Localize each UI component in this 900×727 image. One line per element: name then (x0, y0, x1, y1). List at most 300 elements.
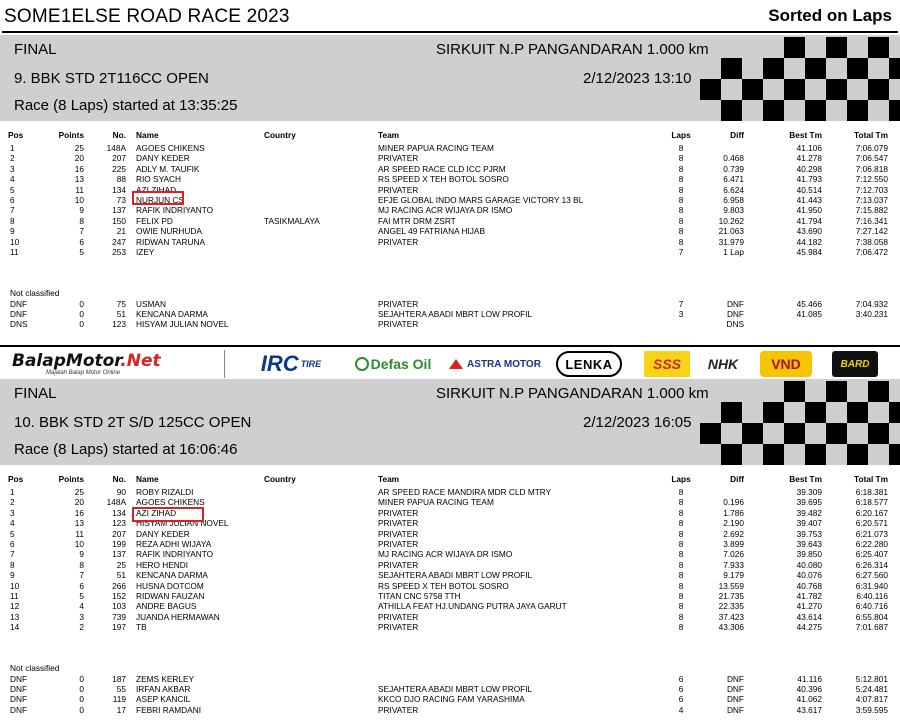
cell-laps: 8 (678, 622, 684, 633)
cell-diff: 6.624 (723, 184, 744, 195)
cell-points: 16 (74, 163, 84, 174)
cell-points: 0 (79, 683, 84, 694)
cell-name: REZA ADHI WIJAYA (136, 539, 212, 549)
cell-no: 197 (112, 622, 126, 633)
cell-best: 43.690 (796, 226, 822, 237)
column-header-total: Total Tm (854, 474, 888, 484)
column-header-diff: Diff (730, 130, 744, 140)
cell-diff: 6.471 (723, 174, 744, 185)
vnd-logo: VND (760, 351, 812, 377)
cell-team: PRIVATER (378, 518, 419, 529)
cell-pos: DNF (10, 673, 28, 684)
checker-square (847, 444, 868, 465)
cell-team: MJ RACING ACR WIJAYA DR ISMO (378, 549, 513, 560)
cell-name: HERO HENDI (136, 559, 189, 570)
cell-best: 43.617 (796, 704, 822, 715)
race1-event: 9. BBK STD 2T116CC OPEN (14, 70, 209, 87)
cell-laps: 8 (678, 559, 684, 570)
checker-square (847, 58, 868, 79)
cell-no: 137 (112, 549, 126, 560)
race2-event: 10. BBK STD 2T S/D 125CC OPEN (14, 414, 252, 431)
cell-pos: 7 (10, 205, 15, 216)
cell-laps: 8 (678, 518, 684, 529)
cell-best: 39.695 (796, 497, 822, 508)
column-header-points: Points (58, 474, 84, 484)
cell-team: ATHILLA FEAT HJ.UNDANG PUTRA JAYA GARUT (378, 601, 567, 612)
race1-stage: FINAL (14, 41, 57, 58)
cell-total: 6:40.716 (855, 601, 888, 612)
document-title: SOME1ELSE ROAD RACE 2023 (4, 6, 290, 27)
result-row (0, 581, 900, 591)
cell-total: 7:12.703 (855, 184, 888, 195)
cell-team: PRIVATER (378, 298, 419, 309)
column-header-name: Name (136, 130, 159, 140)
title-rule (2, 31, 898, 33)
checker-square (889, 100, 900, 121)
cell-no: 17 (116, 704, 126, 715)
cell-name: RIDWAN TARUNA (136, 236, 205, 247)
cell-points: 3 (79, 611, 84, 622)
column-header-pos: Pos (8, 474, 24, 484)
cell-diff: 31.979 (718, 236, 744, 247)
cell-name: IZEY (136, 247, 155, 257)
cell-pos: 7 (10, 549, 15, 560)
column-header-country: Country (264, 130, 296, 140)
cell-laps: 8 (678, 580, 684, 591)
checker-square (721, 402, 742, 423)
cell-name: AGOES CHIKENS (136, 497, 205, 508)
cell-pos: 8 (10, 215, 15, 226)
cell-pos: 1 (10, 143, 15, 153)
result-row (0, 549, 900, 559)
checker-square (826, 37, 847, 58)
balapmotor-tagline: Majalah Balap Motor Online (46, 369, 121, 376)
cell-total: 6:27.560 (855, 570, 888, 581)
result-row (0, 309, 900, 319)
result-row (0, 674, 900, 684)
cell-team: SEJAHTERA ABADI MBRT LOW PROFIL (378, 570, 533, 581)
result-row (0, 153, 900, 163)
cell-laps: 8 (678, 226, 684, 237)
cell-team: PRIVATER (378, 236, 419, 247)
cell-total: 7:38.058 (855, 236, 888, 247)
not-classified-label: Not classified (10, 663, 60, 673)
cell-total: 6:26.314 (855, 559, 888, 570)
cell-team: MINER PAPUA RACING TEAM (378, 497, 494, 508)
checker-square (742, 79, 763, 100)
cell-no: 253 (112, 247, 126, 257)
cell-pos: 6 (10, 539, 15, 549)
checker-square (868, 381, 889, 402)
result-row (0, 497, 900, 507)
balapmotor-logo-suffix: .Net (120, 350, 161, 371)
race2-start-time: Race (8 Laps) started at 16:06:46 (14, 441, 238, 458)
result-row (0, 216, 900, 226)
cell-best: 40.514 (796, 184, 822, 195)
result-row (0, 622, 900, 632)
cell-points: 13 (74, 518, 84, 529)
cell-best: 39.309 (796, 487, 822, 497)
cell-total: 7:04.932 (855, 298, 888, 309)
column-header-laps: Laps (671, 474, 691, 484)
bard-logo: BARD (832, 351, 878, 377)
cell-points: 5 (79, 247, 84, 257)
result-row (0, 226, 900, 236)
result-row (0, 570, 900, 580)
defas-logo-text: Defas Oil (370, 356, 432, 372)
result-row (0, 143, 900, 153)
result-row (0, 319, 900, 329)
checker-square (826, 79, 847, 100)
cell-best: 41.443 (796, 195, 822, 205)
result-row (0, 237, 900, 247)
results-header-row (0, 474, 900, 486)
cell-name: NURJUN CS (136, 195, 184, 205)
checker-square (784, 423, 805, 444)
cell-best: 41.278 (796, 153, 822, 164)
result-row (0, 560, 900, 570)
sponsor-divider (224, 350, 225, 378)
cell-points: 7 (79, 226, 84, 237)
cell-name: KENCANA DARMA (136, 570, 208, 581)
cell-laps: 8 (678, 215, 684, 226)
cell-diff: 1.786 (723, 507, 744, 518)
cell-best: 41.794 (796, 215, 822, 226)
cell-laps: 8 (678, 497, 684, 508)
checker-square (763, 402, 784, 423)
cell-laps: 6 (678, 683, 684, 694)
cell-team: SEJAHTERA ABADI MBRT LOW PROFIL (378, 308, 533, 319)
checkered-flag (700, 381, 900, 465)
cell-no: 739 (112, 611, 126, 622)
cell-total: 7:16.341 (855, 215, 888, 226)
cell-name: ASEP KANCIL (136, 694, 191, 705)
cell-pos: 10 (10, 236, 20, 247)
cell-diff: DNF (726, 298, 744, 309)
cell-name: AZI ZIHAD (136, 507, 177, 518)
column-header-points: Points (58, 130, 84, 140)
cell-pos: DNF (10, 298, 28, 309)
cell-pos: 2 (10, 153, 15, 164)
cell-diff: DNS (726, 319, 744, 330)
checker-square (847, 100, 868, 121)
cell-no: 75 (116, 298, 126, 309)
cell-laps: 8 (678, 507, 684, 518)
checker-square (721, 444, 742, 465)
result-row (0, 705, 900, 715)
cell-no: 152 (112, 591, 126, 601)
checker-square (826, 423, 847, 444)
race1-header (0, 35, 900, 121)
cell-laps: 8 (678, 611, 684, 622)
cell-no: 247 (112, 236, 126, 247)
cell-pos: 10 (10, 580, 20, 591)
cell-laps: 8 (678, 195, 684, 205)
cell-points: 2 (79, 622, 84, 633)
cell-points: 20 (74, 497, 84, 508)
cell-points: 9 (79, 205, 84, 216)
checker-square (700, 423, 721, 444)
result-row (0, 591, 900, 601)
cell-diff: 0.468 (723, 153, 744, 164)
race1-datetime: 2/12/2023 13:10 (583, 70, 692, 87)
cell-pos: 14 (10, 622, 20, 633)
cell-total: 6:18.577 (855, 497, 888, 508)
cell-no: 266 (112, 580, 126, 591)
astra-triangle-icon (449, 359, 463, 369)
cell-points: 6 (79, 580, 84, 591)
astra-logo-text: ASTRA MOTOR (467, 358, 541, 370)
cell-laps: 3 (678, 308, 684, 319)
cell-pos: 8 (10, 559, 15, 570)
cell-pos: 11 (10, 591, 19, 601)
cell-laps: 8 (678, 174, 684, 185)
cell-name: DANY KEDER (136, 153, 190, 164)
cell-total: 7:15.882 (855, 205, 888, 216)
cell-total: 5:24.481 (855, 683, 888, 694)
cell-no: 207 (112, 153, 126, 164)
cell-diff: 13.559 (718, 580, 744, 591)
column-header-best: Best Tm (789, 474, 822, 484)
cell-total: 6:22.280 (855, 539, 888, 549)
race1-highlight-box (132, 191, 184, 205)
result-row (0, 601, 900, 611)
checker-square (805, 402, 826, 423)
checker-square (826, 381, 847, 402)
cell-team: PRIVATER (378, 611, 419, 622)
cell-diff: 3.899 (723, 539, 744, 549)
cell-total: 3:59.595 (855, 704, 888, 715)
cell-best: 39.850 (796, 549, 822, 560)
cell-diff: 43.306 (718, 622, 744, 633)
result-row (0, 539, 900, 549)
cell-best: 39.482 (796, 507, 822, 518)
cell-best: 41.950 (796, 205, 822, 216)
cell-pos: 12 (10, 601, 20, 612)
cell-no: 187 (112, 673, 126, 684)
cell-best: 41.062 (796, 694, 822, 705)
result-row (0, 174, 900, 184)
cell-best: 40.298 (796, 163, 822, 174)
cell-pos: DNF (10, 704, 28, 715)
nhk-logo: NHK (707, 356, 739, 372)
cell-no: 123 (112, 518, 126, 529)
checker-square (868, 37, 889, 58)
column-header-best: Best Tm (789, 130, 822, 140)
cell-laps: 4 (678, 704, 684, 715)
cell-laps: 7 (678, 298, 684, 309)
results-header-row (0, 130, 900, 142)
cell-team: MINER PAPUA RACING TEAM (378, 143, 494, 153)
column-header-laps: Laps (671, 130, 691, 140)
cell-team: SEJAHTERA ABADI MBRT LOW PROFIL (378, 683, 533, 694)
cell-total: 6:40.116 (856, 591, 888, 601)
cell-points: 11 (75, 184, 84, 195)
cell-laps: 8 (678, 236, 684, 247)
cell-diff: DNF (726, 308, 744, 319)
cell-diff: 37.423 (718, 611, 744, 622)
result-row (0, 694, 900, 704)
cell-diff: 22.335 (718, 601, 744, 612)
cell-no: 225 (112, 163, 126, 174)
cell-points: 0 (79, 673, 84, 684)
cell-no: 199 (112, 539, 126, 549)
cell-total: 6:25.407 (855, 549, 888, 560)
cell-laps: 8 (678, 570, 684, 581)
cell-total: 6:55.804 (855, 611, 888, 622)
cell-pos: 3 (10, 163, 15, 174)
column-header-pos: Pos (8, 130, 24, 140)
cell-points: 10 (74, 195, 84, 205)
defas-oil-logo (353, 351, 433, 377)
balapmotor-logo-text: BalapMotor (12, 350, 121, 371)
checker-square (784, 79, 805, 100)
cell-total: 6:20.167 (855, 507, 888, 518)
cell-pos: 4 (10, 174, 15, 185)
cell-points: 25 (74, 487, 84, 497)
cell-best: 40.076 (796, 570, 822, 581)
cell-total: 3:40.231 (855, 308, 888, 319)
cell-laps: 8 (678, 528, 684, 539)
checker-square (784, 37, 805, 58)
cell-team: KKCO DJO RACING FAM YARASHIMA (378, 694, 525, 705)
cell-laps: 8 (678, 591, 684, 601)
cell-team: PRIVATER (378, 184, 419, 195)
cell-no: 55 (116, 683, 126, 694)
cell-best: 45.984 (796, 247, 822, 257)
cell-team: PRIVATER (378, 153, 419, 164)
irc-logo-suffix: TIRE (300, 359, 322, 369)
race2-stage: FINAL (14, 385, 57, 402)
balapmotor-logo (12, 351, 204, 377)
cell-name: RAFIK INDRIYANTO (136, 205, 214, 216)
cell-laps: 7 (678, 247, 684, 257)
checker-square (763, 100, 784, 121)
race1-start-time: Race (8 Laps) started at 13:35:25 (14, 97, 238, 114)
column-header-country: Country (264, 474, 296, 484)
irc-tire-logo (246, 351, 336, 377)
cell-name: KENCANA DARMA (136, 308, 208, 319)
cell-name: OWIE NURHUDA (136, 226, 202, 237)
cell-name: USMAN (136, 298, 166, 309)
cell-total: 6:18.381 (855, 487, 888, 497)
cell-points: 11 (75, 528, 84, 539)
race2-circuit: SIRKUIT N.P PANGANDARAN 1.000 km (436, 385, 709, 402)
column-header-diff: Diff (730, 474, 744, 484)
checker-square (763, 444, 784, 465)
race1-circuit: SIRKUIT N.P PANGANDARAN 1.000 km (436, 41, 709, 58)
cell-points: 10 (74, 539, 84, 549)
cell-total: 7:06.818 (855, 163, 888, 174)
cell-best: 40.396 (796, 683, 822, 694)
defas-ring-icon (355, 357, 369, 371)
cell-name: IRFAN AKBAR (136, 683, 191, 694)
cell-diff: 21.735 (718, 591, 744, 601)
cell-team: PRIVATER (378, 539, 419, 549)
cell-no: 25 (116, 559, 126, 570)
cell-points: 0 (79, 694, 84, 705)
cell-team: ANGEL 49 FATRIANA HIJAB (378, 226, 485, 237)
column-header-total: Total Tm (854, 130, 888, 140)
cell-no: 123 (112, 319, 126, 330)
cell-pos: DNF (10, 694, 28, 705)
cell-points: 8 (79, 559, 84, 570)
cell-laps: 8 (678, 205, 684, 216)
cell-laps: 8 (678, 539, 684, 549)
checker-square (868, 79, 889, 100)
cell-team: EFJE GLOBAL INDO MARS GARAGE VICTORY 13 BL (378, 195, 584, 205)
cell-team: PRIVATER (378, 704, 419, 715)
cell-diff: 7.933 (723, 559, 744, 570)
checker-square (805, 444, 826, 465)
cell-no: 103 (112, 601, 126, 612)
race2-header (0, 379, 900, 465)
cell-name: TB (136, 622, 147, 633)
cell-laps: 8 (678, 153, 684, 164)
cell-total: 7:06.547 (855, 153, 888, 164)
cell-name: HISYAM JULIAN NOVEL (136, 319, 229, 330)
cell-pos: DNF (10, 308, 28, 319)
cell-pos: 6 (10, 195, 15, 205)
sort-label: Sorted on Laps (768, 6, 892, 25)
sponsor-bar (0, 345, 900, 379)
cell-diff: 2.692 (723, 528, 744, 539)
checker-square (742, 423, 763, 444)
result-row (0, 164, 900, 174)
cell-name: HUSNA DOTCOM (136, 580, 204, 591)
cell-total: 7:13.037 (855, 195, 888, 205)
cell-name: RIDWAN FAUZAN (136, 591, 205, 601)
checker-square (847, 402, 868, 423)
cell-no: 207 (112, 528, 126, 539)
cell-no: 21 (116, 226, 126, 237)
cell-pos: 3 (10, 507, 15, 518)
cell-name: ANDRE BAGUS (136, 601, 197, 612)
cell-points: 0 (79, 704, 84, 715)
cell-diff: DNF (726, 673, 744, 684)
cell-best: 44.275 (796, 622, 822, 633)
cell-name: AZI ZIHAD (136, 184, 177, 195)
cell-diff: DNF (726, 704, 744, 715)
cell-total: 6:31.940 (855, 580, 888, 591)
result-row (0, 299, 900, 309)
cell-laps: 8 (678, 487, 684, 497)
cell-team: PRIVATER (378, 319, 419, 330)
cell-laps: 6 (678, 694, 684, 705)
checker-square (805, 58, 826, 79)
cell-diff: 21.063 (718, 226, 744, 237)
cell-points: 20 (74, 153, 84, 164)
result-row (0, 247, 900, 257)
lenka-logo: LENKA (556, 351, 622, 377)
cell-points: 25 (74, 143, 84, 153)
cell-team: AR SPEED RACE CLD ICC PJRM (378, 163, 506, 174)
cell-no: 88 (116, 174, 126, 185)
cell-points: 6 (79, 236, 84, 247)
cell-laps: 8 (678, 601, 684, 612)
cell-best: 44.182 (796, 236, 822, 247)
cell-name: ROBY RIZALDI (136, 487, 194, 497)
result-row (0, 684, 900, 694)
cell-best: 43.614 (796, 611, 822, 622)
cell-laps: 8 (678, 184, 684, 195)
cell-team: PRIVATER (378, 507, 419, 518)
cell-pos: 13 (10, 611, 20, 622)
cell-best: 40.768 (796, 580, 822, 591)
cell-points: 0 (79, 319, 84, 330)
cell-name: ZEMS KERLEY (136, 673, 195, 684)
cell-diff: 0.739 (723, 163, 744, 174)
